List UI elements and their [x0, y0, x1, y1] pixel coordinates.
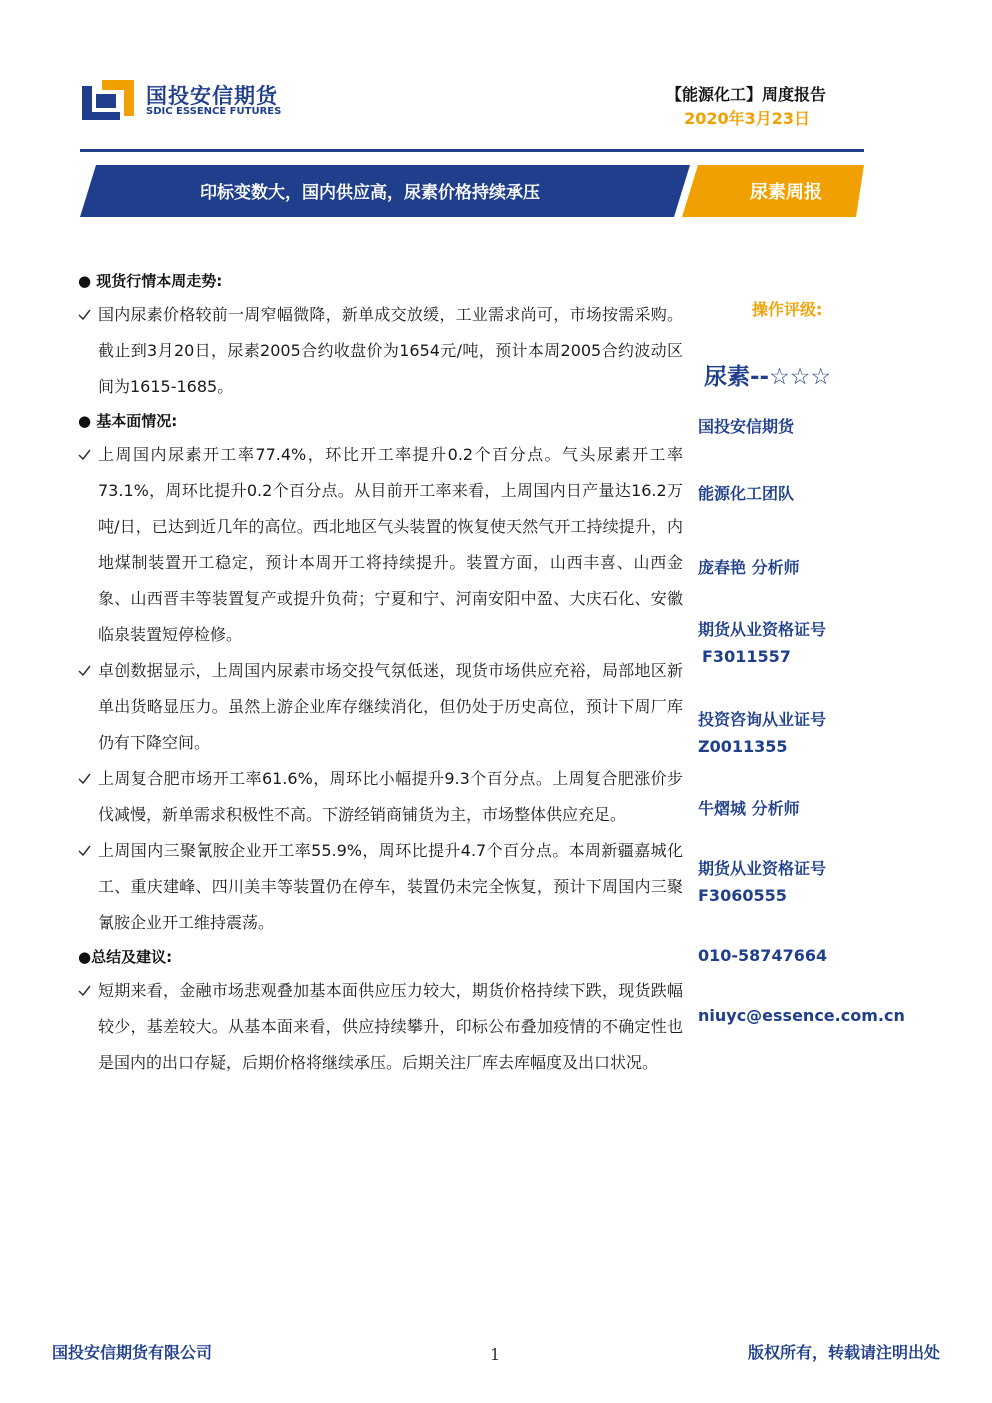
section-heading-fundamentals: ● 基本面情况:	[78, 412, 178, 430]
check-icon	[78, 297, 92, 333]
paragraph-summary	[78, 973, 683, 1081]
analyst-1-consult-label: 投资咨询从业证号	[698, 710, 827, 729]
analyst-1-cert-label: 期货从业资格证号	[698, 620, 827, 639]
paragraph-text: 上周国内尿素开工率77.4%，环比开工率提升0.2个百分点。气头尿素开工率73.1%，周环比提升0.2个百分点。从目前开工率来看，上周国内日产量达16.2万吨/日，已达到近几年的高位。西北地区气头装置的恢复使天然气开工持续提升，内地煤制装置开工稳定，预计本周开工将持续提升。装置方面，山西丰喜、山西金象、山西晋丰等装置复产或提升负荷；宁夏和宁、河南安阳中盈、大庆石化、安徽临泉装置短停检修。	[98, 445, 683, 644]
rating-label: 操作评级:	[752, 300, 823, 319]
section-heading-summary: ●总结及建议:	[78, 948, 173, 966]
check-icon	[78, 761, 92, 797]
check-icon	[78, 833, 92, 869]
analyst-name-1: 庞春艳 分析师	[698, 558, 800, 577]
paragraph-text: 卓创数据显示，上周国内尿素市场交投气氛低迷，现货市场供应充裕，局部地区新单出货略显压力。虽然上游企业库存继续消化，但仍处于历史高位，预计下周厂库仍有下降空间。	[98, 661, 683, 752]
sidebar-team: 能源化工团队	[698, 484, 795, 503]
header-divider	[80, 149, 864, 152]
logo-name-cn: 国投安信期货	[146, 84, 278, 108]
paragraph-text: 上周复合肥市场开工率61.6%，周环比小幅提升9.3个百分点。上周复合肥涨价步伐减慢，新单需求积极性不高。下游经销商铺货为主，市场整体供应充足。	[98, 769, 683, 824]
analyst-1-consult-number: Z0011355	[698, 737, 788, 756]
analyst-name-2: 牛熠城 分析师	[698, 799, 800, 818]
paragraph-text: 短期来看，金融市场悲观叠加基本面供应压力较大，期货价格持续下跌，现货跌幅较少，基差较大。从基本面来看，供应持续攀升，印标公布叠加疫情的不确定性也是国内的出口存疑，后期价格将继续承压。后期关注厂库去库幅度及出口状况。	[98, 981, 683, 1072]
section-heading-spot-market: ● 现货行情本周走势:	[78, 272, 223, 290]
paragraph-text: 国内尿素价格较前一周窄幅微降，新单成交放缓，工业需求尚可，市场按需采购。截止到3月20日，尿素2005合约收盘价为1654元/吨，预计本周2005合约波动区间为1615-1685。	[98, 305, 683, 396]
analyst-1-cert-number: F3011557	[702, 647, 791, 666]
check-icon	[78, 973, 92, 1009]
paragraph-operating-rate	[78, 437, 683, 653]
contact-phone: 010-58747664	[698, 946, 828, 965]
analyst-2-cert-label: 期货从业资格证号	[698, 859, 827, 878]
paragraph-compound-fertilizer	[78, 761, 683, 833]
check-icon	[78, 437, 92, 473]
paragraph-text: 上周国内三聚氰胺企业开工率55.9%，周环比提升4.7个百分点。本周新疆嘉城化工、重庆建峰、四川美丰等装置仍在停车，装置仍未完全恢复，预计下周国内三聚氰胺企业开工维持震荡。	[98, 841, 683, 932]
footer-company: 国投安信期货有限公司	[52, 1343, 213, 1362]
rating-value: 尿素--☆☆☆	[704, 364, 831, 390]
logo-mark-icon	[80, 78, 136, 122]
report-date: 2020年3月23日	[684, 109, 810, 128]
check-icon	[78, 653, 92, 689]
sidebar-company: 国投安信期货	[698, 417, 795, 436]
paragraph-inventory	[78, 653, 683, 761]
banner-tag: 尿素周报	[750, 182, 822, 203]
contact-email[interactable]: niuyc@essence.com.cn	[698, 1006, 905, 1025]
paragraph-spot-market	[78, 297, 683, 405]
page-number: 1	[490, 1345, 501, 1364]
logo-name-en: SDIC ESSENCE FUTURES	[146, 106, 282, 117]
report-body	[78, 265, 683, 1081]
paragraph-melamine	[78, 833, 683, 941]
footer-copyright: 版权所有，转载请注明出处	[747, 1343, 940, 1362]
analyst-2-cert-number: F3060555	[698, 886, 787, 905]
report-type: 【能源化工】周度报告	[665, 85, 826, 104]
title-banner	[80, 165, 864, 217]
company-logo	[80, 74, 320, 124]
banner-title: 印标变数大，国内供应高，尿素价格持续承压	[200, 183, 540, 203]
